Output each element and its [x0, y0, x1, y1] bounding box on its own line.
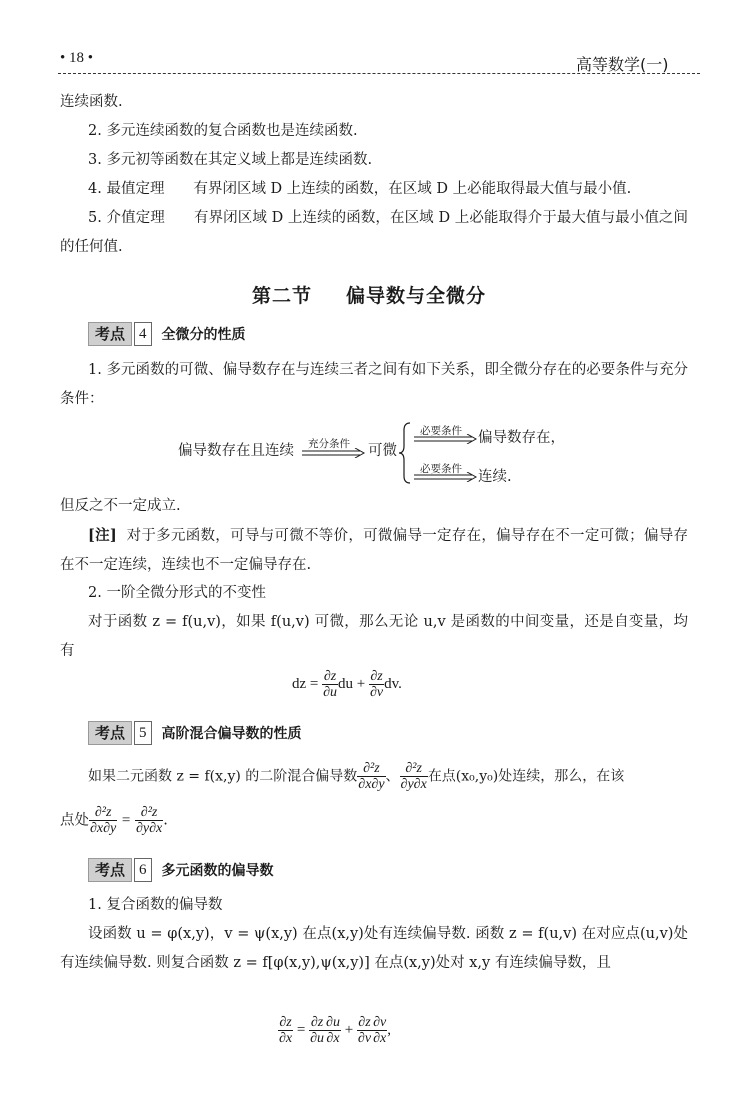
- fraction: [325, 1015, 341, 1046]
- kd4-paragraph-1: 1. 多元函数的可微、偏导数存在与连续三者之间有如下关系，即全微分存在的必要条件与充分条件：: [60, 362, 688, 407]
- denominator: ∂x: [326, 1031, 340, 1046]
- denominator: ∂y∂x: [400, 777, 427, 792]
- double-arrow-icon: [302, 448, 366, 458]
- page-number: • 18 •: [60, 50, 94, 66]
- numerator: ∂²z: [135, 805, 163, 821]
- fraction: [89, 805, 117, 836]
- fraction: [135, 805, 163, 836]
- kd6-paragraph-1: 1. 复合函数的偏导数: [88, 897, 223, 913]
- denominator: ∂x∂y: [90, 821, 117, 836]
- equals-sign: =: [121, 812, 131, 829]
- separator: 、: [385, 768, 400, 785]
- kaodian-label: 考点: [88, 322, 132, 346]
- fraction: [357, 1015, 372, 1046]
- kd4-paragraph-2: 2. 一阶全微分形式的不变性: [88, 585, 266, 601]
- chain-rule-formula: [278, 1015, 391, 1046]
- note-tag: [注]: [88, 527, 117, 544]
- numerator: ∂z: [279, 1015, 292, 1030]
- numerator: ∂u: [326, 1015, 340, 1030]
- denominator: ∂u: [310, 1031, 325, 1046]
- denominator: ∂u: [323, 685, 338, 700]
- fraction: [369, 669, 384, 700]
- section-number: 第二节: [251, 285, 312, 307]
- diagram-lower-label: 必要条件: [420, 463, 462, 475]
- denominator: ∂v: [357, 1031, 372, 1046]
- denominator: ∂y∂x: [135, 821, 163, 836]
- kaodian-number: 4: [134, 322, 152, 346]
- comma: ,: [387, 1021, 391, 1038]
- kaodian-number: 5: [134, 721, 152, 745]
- denominator: ∂x∂y: [358, 777, 385, 792]
- numerator: ∂v: [373, 1015, 387, 1030]
- kaodian-title: 高阶混合偏导数的性质: [161, 726, 302, 742]
- double-arrow-icon: [414, 472, 478, 482]
- intro-item-4: 4. 最值定理 有界闭区域 D 上连续的函数，在区域 D 上必能取得最大值与最小值.: [88, 181, 632, 197]
- total-differential-formula: [292, 669, 402, 700]
- numerator: ∂z: [358, 1015, 371, 1030]
- kd5-line-1: [88, 761, 624, 792]
- left-brace-icon: [398, 422, 412, 484]
- diagram-left-term: 偏导数存在且连续: [178, 443, 294, 459]
- kaodian-label: 考点: [88, 721, 132, 745]
- kaodian-6-heading: [88, 857, 274, 883]
- diagram-middle-term: 可微: [368, 443, 397, 459]
- fraction: [322, 669, 338, 700]
- kd5-text-a: 如果二元函数 z = f(x,y) 的二阶混合偏导数: [88, 768, 358, 785]
- section-title: [0, 281, 738, 308]
- numerator: ∂²z: [357, 761, 385, 777]
- kd4-note: [60, 521, 688, 580]
- double-arrow-icon: [414, 434, 478, 444]
- section-name: 偏导数与全微分: [346, 285, 487, 307]
- kaodian-number: 6: [134, 858, 152, 882]
- plus-sign: +: [344, 1021, 354, 1038]
- kaodian-title: 全微分的性质: [161, 327, 246, 343]
- kd5-line2-a: 点处: [60, 812, 89, 829]
- numerator: ∂²z: [400, 761, 428, 777]
- diagram-upper-label: 必要条件: [420, 425, 462, 437]
- equals-sign: =: [296, 1021, 306, 1038]
- fraction: [278, 1015, 293, 1046]
- diagram-lower-result: 连续.: [478, 469, 512, 485]
- numerator: ∂²z: [89, 805, 117, 821]
- kaodian-title: 多元函数的偏导数: [161, 863, 274, 879]
- diagram-arrow1-label: 充分条件: [308, 438, 350, 450]
- intro-item-2: 2. 多元连续函数的复合函数也是连续函数.: [88, 123, 358, 139]
- kaodian-4-heading: [88, 321, 246, 347]
- intro-item-3: 3. 多元初等函数在其定义域上都是连续函数.: [88, 152, 373, 168]
- kd5-text-b: 在点(x₀,y₀)处连续，那么，在该: [427, 768, 625, 785]
- kd4-after-diagram: 但反之不一定成立.: [60, 498, 181, 514]
- fraction: [357, 761, 385, 792]
- header-rule: [58, 73, 700, 75]
- numerator: ∂z: [323, 669, 337, 684]
- formula-term: du +: [338, 675, 366, 692]
- fraction: [309, 1015, 325, 1046]
- formula-term: dv.: [384, 675, 402, 692]
- kaodian-5-heading: [88, 720, 302, 746]
- book-title: 高等数学(一): [576, 55, 669, 74]
- formula-lhs: dz =: [292, 675, 319, 692]
- fraction: [372, 1015, 387, 1046]
- numerator: ∂z: [370, 669, 383, 684]
- diagram-upper-result: 偏导数存在，: [478, 430, 565, 446]
- intro-item-5: 5. 介值定理 有界闭区域 D 上连续的函数，在区域 D 上必能取得介于最大值与最小值之间的任何值.: [60, 210, 688, 255]
- kd4-paragraph-3: 对于函数 z = f(u,v)，如果 f(u,v) 可微，那么无论 u,v 是函数的中间变量，还是自变量，均有: [60, 614, 688, 659]
- note-text: 对于多元函数，可导与可微不等价，可微偏导一定存在，偏导存在不一定可微；偏导存在不一定连续，连续也不一定偏导存在.: [60, 528, 689, 573]
- fraction: [400, 761, 428, 792]
- kd6-paragraph-2: 设函数 u = φ(x,y)，v = ψ(x,y) 在点(x,y)处有连续偏导数. 函数 z = f(u,v) 在对应点(u,v)处有连续偏导数. 则复合函数 z = f[φ(x,y),ψ(x,y)] 在点(x,y)处对 x,y 有连续偏导数，且: [60, 926, 688, 971]
- kaodian-label: 考点: [88, 858, 132, 882]
- kd5-line-2: [60, 805, 168, 836]
- denominator: ∂x: [279, 1031, 293, 1046]
- intro-continuation: 连续函数.: [60, 94, 123, 110]
- denominator: ∂v: [370, 685, 384, 700]
- numerator: ∂z: [310, 1015, 324, 1030]
- denominator: ∂x: [373, 1031, 387, 1046]
- period: .: [163, 812, 168, 829]
